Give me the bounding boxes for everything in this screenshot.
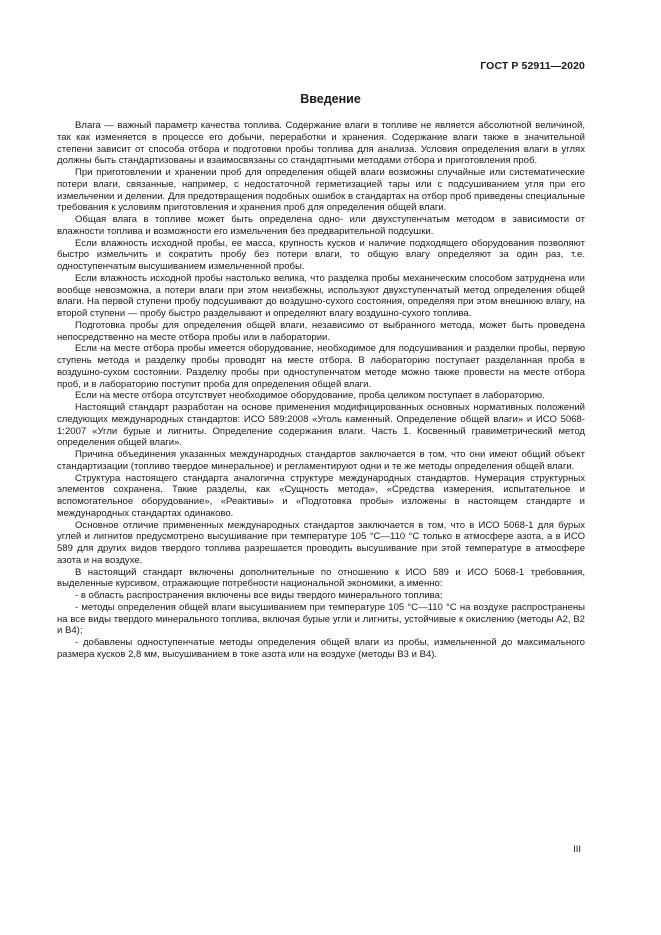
section-title: Введение bbox=[300, 92, 361, 106]
list-item: - добавлены одноступенчатые методы определения общей влаги из пробы, измельченной до максимального размера кусков 2,8 мм, высушиванием в токе азота или на воздухе (методы В3 и В4). bbox=[57, 637, 585, 660]
paragraph: В настоящий стандарт включены дополнительные по отношению к ИСО 589 и ИСО 5068-1 требования, выделенные курсивом, отражающие потребности национальной экономики, а именно: bbox=[57, 566, 585, 590]
paragraph: Общая влага в топливе может быть определена одно- или двухступенчатым методом в зависимости от влажности топлива и возможности его измельчения без предварительной подсушки. bbox=[57, 214, 585, 237]
paragraph: Настоящий стандарт разработан на основе применения модифицированных основных нормативных положений следующих международных стандартов: ИСО 589:2008 «Уголь каменный. Определение общей влаги» и ИСО 5068-1:2007 «Угли бурые и лигниты. Определение содержания влаги. Часть 1. Косвенный гравиметрический метод определения общей влаги». bbox=[57, 402, 585, 449]
body-text bbox=[57, 120, 585, 661]
paragraph: Влага — важный параметр качества топлива. Содержание влаги в топливе не является абсолютной величиной, так как изменяется в процессе его добычи, переработки и хранения. Содержание влаги также в значительной степени зависит от способа отбора и подготовки пробы топлива для анализа. Условия определения влаги в углях должны быть стандартизованы и взаимосвязаны со стандартными методами отбора и приготовления проб. bbox=[57, 120, 585, 167]
paragraph: Причина объединения указанных международных стандартов заключается в том, что они имеют общий объект стандартизации (топливо твердое минеральное) и регламентируют одни и те же методы определения общей влаги. bbox=[57, 449, 585, 472]
paragraph: Если влажность исходной пробы, ее масса, крупность кусков и наличие подходящего оборудования позволяют быстро измельчить и сократить пробу без потери влаги, то общую влагу определяют за один раз, т.е. одноступенчатым высушиванием измельченной пробы. bbox=[57, 237, 585, 272]
list-item: - в область распространения включены все виды твердого минерального топлива; bbox=[75, 590, 443, 601]
standard-code-header: ГОСТ Р 52911—2020 bbox=[480, 60, 585, 72]
paragraph: Если на месте отбора отсутствует необходимое оборудование, проба целиком поступает в лабораторию. bbox=[75, 390, 545, 402]
paragraph: Структура настоящего стандарта аналогична структуре международных стандартов. Нумерация структурных элементов сохранена. Такие разделы, как «Сущность метода», «Средства измерения, испытательное и вспомогательное оборудование», «Реактивы» и «Подготовка пробы» изложены в настоящем стандарте и международных стандартах одинаково. bbox=[57, 472, 585, 519]
paragraph: Основное отличие примененных международных стандартов заключается в том, что в ИСО 5068-1 для бурых углей и лигнитов предусмотрено высушивание при температуре 105 °С—110 °С только в атмосфере азота, а в ИСО 589 для других видов твердого топлива разрешается проводить высушивание при этой температуре в атмосфере азота и на воздухе. bbox=[57, 519, 585, 566]
page-number: III bbox=[573, 844, 581, 855]
paragraph: Если влажность исходной пробы настолько велика, что разделка пробы механическим способом затруднена или вообще невозможна, а потери влаги при этом неизбежны, используют двухступенчатый метод определения общей влаги. На первой ступени пробу подсушивают до воздушно-сухого состояния, определяя при этом внешнюю влагу, на второй ступени — пробу быстро разделывают и определяют влагу воздушно-сухого топлива. bbox=[57, 272, 585, 319]
list-item: - методы определения общей влаги высушиванием при температуре 105 °С—110 °С на воздухе распространены на все виды твердого минерального топлива, включая бурые угли и лигниты, устойчивые к окислению (методы А2, В2 и В4); bbox=[57, 601, 585, 637]
paragraph: При приготовлении и хранении проб для определения общей влаги возможны случайные или систематические потери влаги, связанные, например, с недостаточной герметизацией тары или с подсушиванием угля при его измельчении и делении. Для предотвращения подобных ошибок в стандартах на отбор проб приведены специальные требования к условиям приготовления и хранения проб для определения общей влаги. bbox=[57, 167, 585, 214]
paragraph: Подготовка пробы для определения общей влаги, независимо от выбранного метода, может быть проведена непосредственно на месте отбора пробы или в лаборатории. bbox=[57, 319, 585, 343]
paragraph: Если на месте отбора пробы имеется оборудование, необходимое для подсушивания и разделки пробы, первую ступень метода и разделку пробы проводят на месте отбора. В лабораторию поступает разделанная проба в воздушно-сухом состоянии. Разделку пробы при одноступенчатом методе можно также провести на месте отбора проб, и в лабораторию поступит проба для определения общей влаги. bbox=[57, 343, 585, 390]
